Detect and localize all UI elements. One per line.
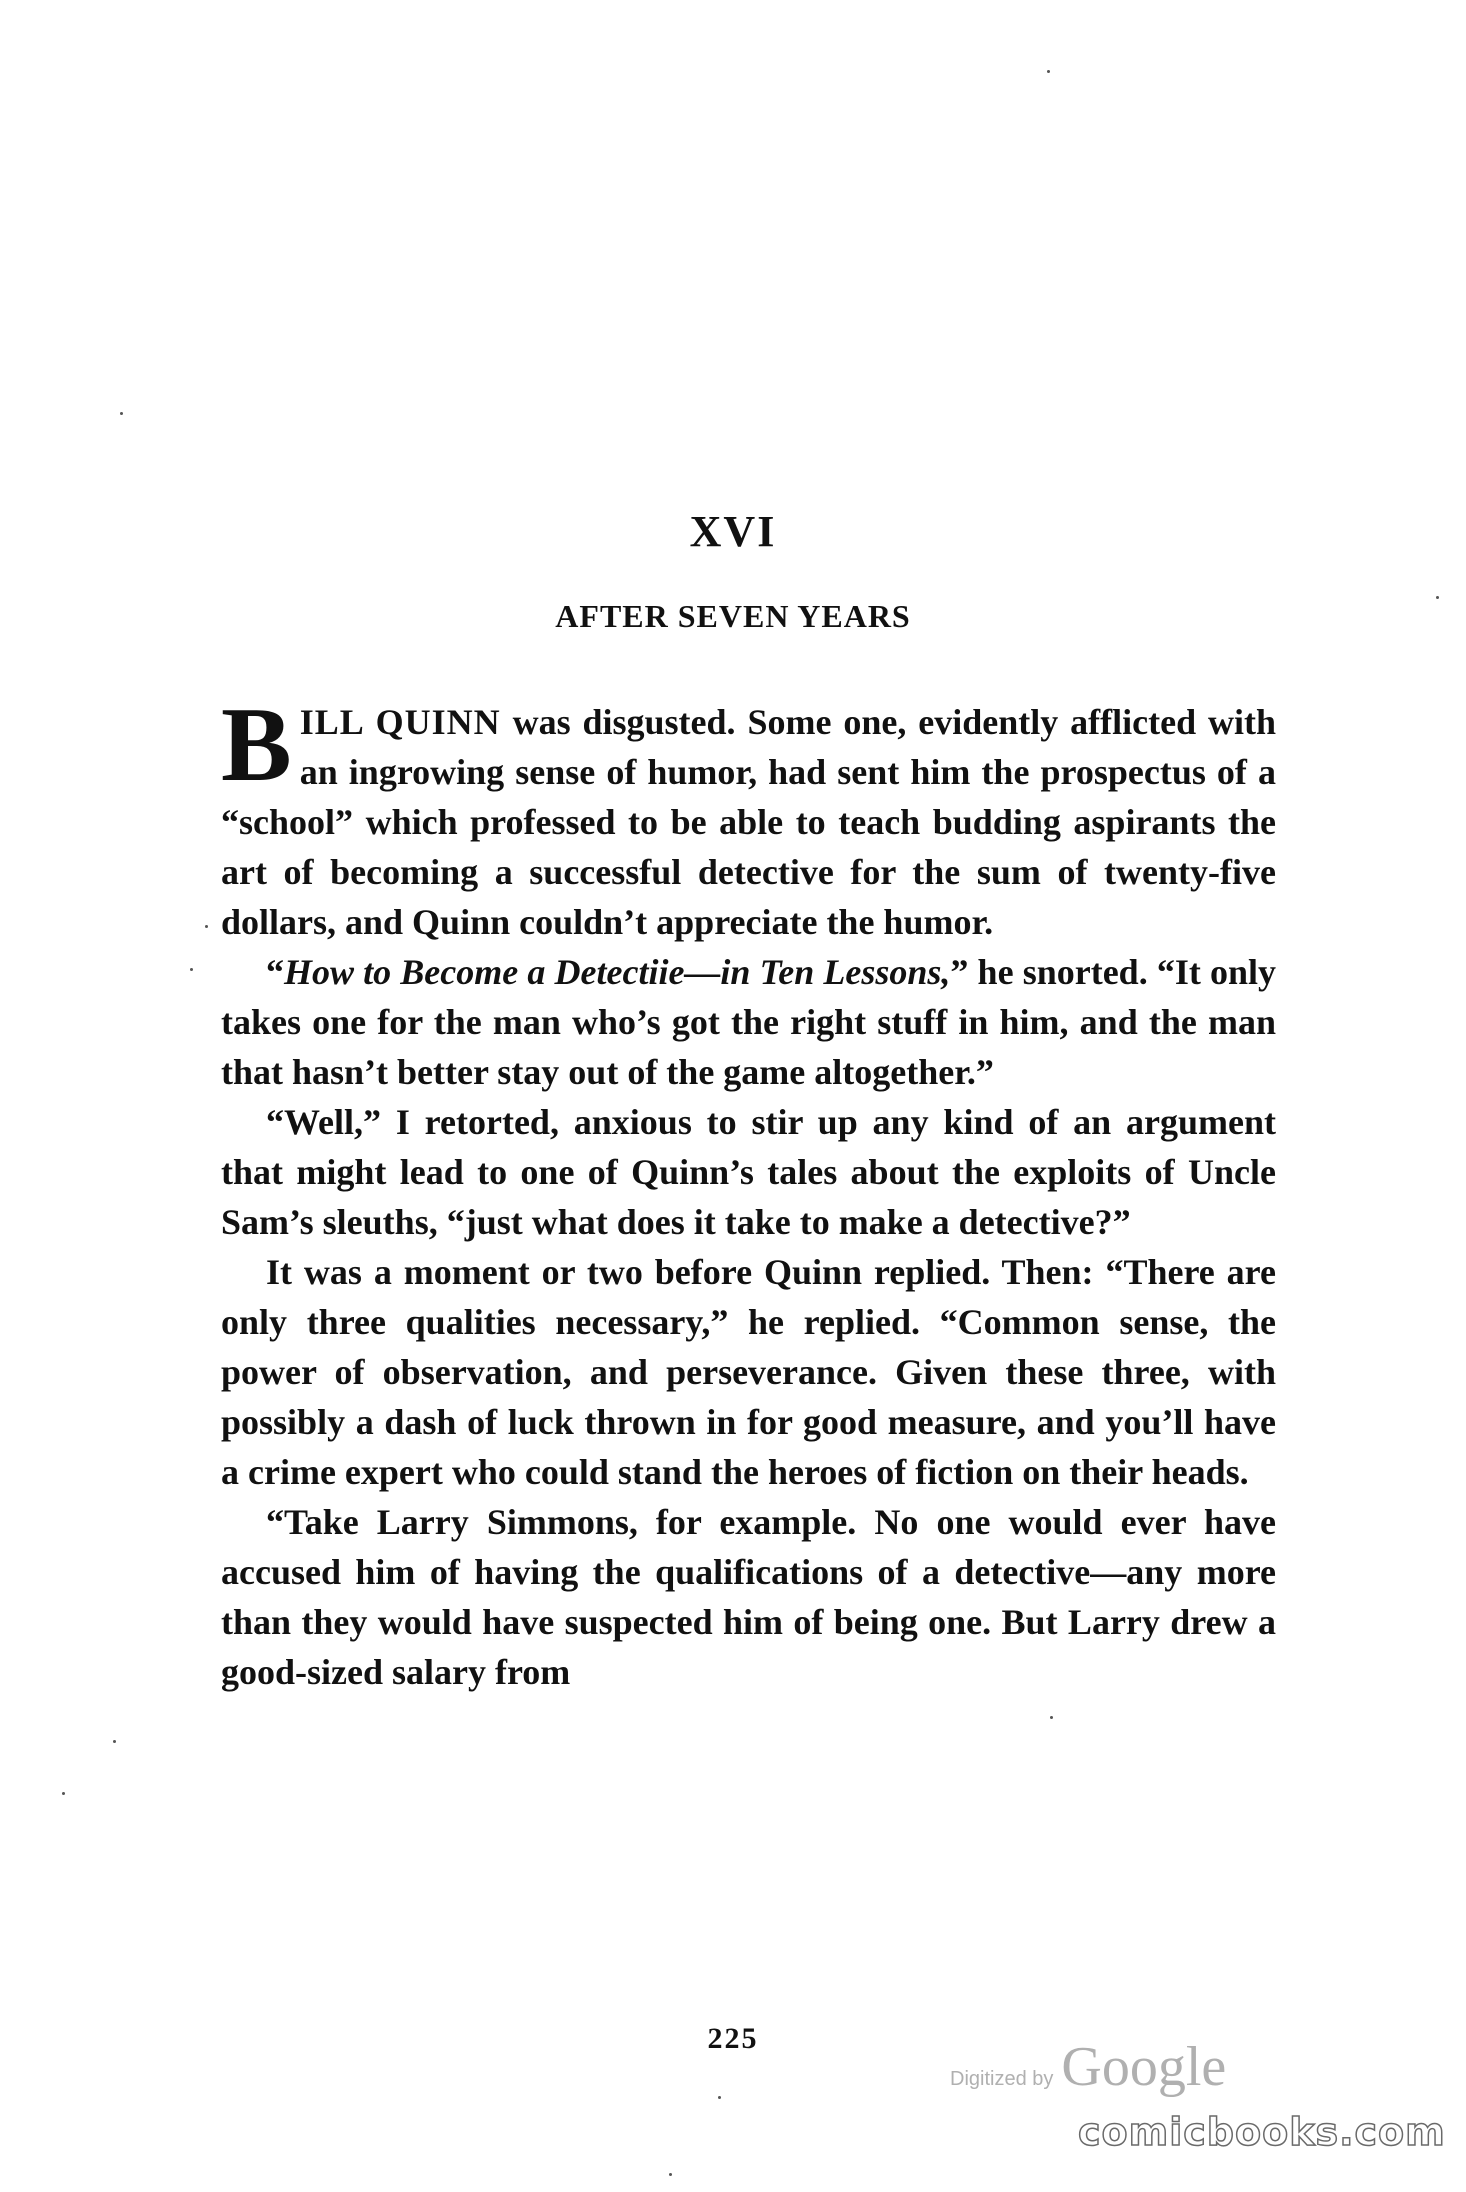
page-number: 225 [707,2022,759,2055]
scan-speck [1436,596,1439,599]
chapter-title: AFTER SEVEN YEARS [555,598,911,634]
site-watermark: comicbooks.com [1078,2110,1446,2154]
digitized-by-label: Digitized by [950,2068,1054,2090]
paragraph-2 [221,947,1276,1097]
chapter-number: XVI [689,507,777,556]
paragraph-5: “Take Larry Simmons, for example. No one would ever have accused him of having the qualifications of a detective—any more than they would have suspected him of being one. But Larry drew a good-sized salary from [221,1502,1276,1692]
google-logo: Google [1061,2036,1227,2098]
paragraph-1-text: was disgusted. Some one, evidently afflicted with an ingrowing sense of humor, had sent him the prospectus of a “school” which professed to be able to teach budding aspirants the art of becoming a successful detective for the sum of twenty-five dollars, and Quinn couldn’t appreciate the humor. [221,702,1276,942]
scan-speck [1050,1716,1053,1719]
open-quote: “ [266,952,284,992]
paragraph-4: It was a moment or two before Quinn replied. Then: “There are only three qualities necessary,” he replied. “Common sense, the power of observation, and perseverance. Given these three, with possibly a dash of luck thrown in for good measure, and you’ll have a crime expert who could stand the heroes of fiction on their heads. [221,1252,1276,1492]
paragraph-1 [221,686,1276,947]
paragraph-2-text: ” he snorted. “It only takes one for the man who’s got the right stuff in him, and the man that hasn’t better stay out of the game altogether.” [221,952,1276,1092]
scan-speck [669,2173,672,2176]
scan-speck [62,1792,65,1795]
paragraph-3: “Well,” I retorted, anxious to stir up any kind of an argument that might lead to one of Quinn’s tales about the exploits of Uncle Sam’s sleuths, “just what does it take to make a detective?” [221,1102,1276,1242]
scan-speck [120,412,123,415]
scan-speck [113,1740,116,1743]
opening-words: ILL QUINN [299,702,501,742]
italic-title: How to Become a Detectiie—in Ten Lessons, [284,952,951,992]
scan-speck [1047,70,1050,73]
scan-speck [190,968,193,971]
scan-speck [205,925,208,928]
digitized-by-google-mark [950,2035,1226,2099]
drop-cap: B [221,686,292,803]
chapter-body [221,686,1276,1697]
scan-speck [718,2096,721,2099]
